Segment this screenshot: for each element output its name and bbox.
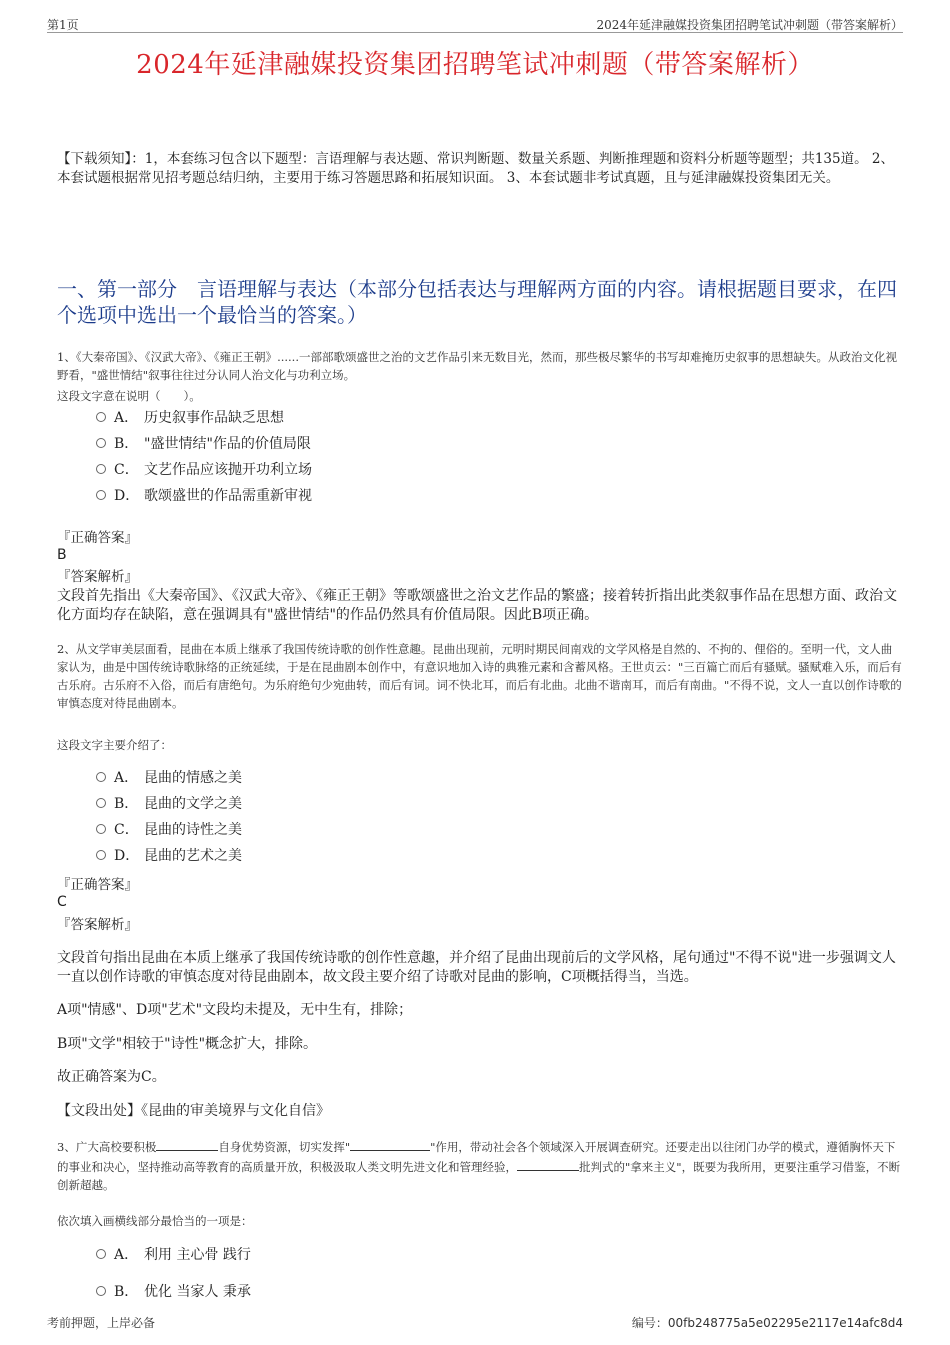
question-1-option-b[interactable]: B． "盛世情结"作品的价值局限 bbox=[96, 434, 311, 454]
question-1-analysis: 文段首先指出《大秦帝国》、《汉武大帝》、《雍正王朝》等歌颂盛世之治文艺作品的繁盛；接着转折指出此类叙事作品在思想方面、政治文化方面均存在缺陷，意在强调具有"盛世情结"的作品仍然具有价值局限。因此B项正确。 bbox=[57, 588, 897, 623]
document-title: 2024年延津融媒投资集团招聘笔试冲刺题（带答案解析） bbox=[136, 50, 814, 80]
question-1-option-c[interactable]: C． 文艺作品应该抛开功利立场 bbox=[96, 460, 312, 480]
question-1-prompt: 这段文字意在说明（ ）。 bbox=[57, 389, 201, 403]
question-2-prompt: 这段文字主要介绍了： bbox=[57, 738, 172, 752]
question-2-answer: C bbox=[57, 894, 67, 910]
question-2-text: 2、从文学审美层面看，昆曲在本质上继承了我国传统诗歌的创作性意趣。昆曲出现前，元明时期民间南戏的文学风格是自然的、不拘的、俚俗的。至明一代，文人曲家认为，曲是中国传统诗歌脉络的正统延续，于是在昆曲剧本创作中，有意识地加入诗的典雅元素和含蓄风格。王世贞云："三百篇亡而后有骚赋。骚赋难入乐，而后有古乐府。古乐府不入俗，而后有唐绝句。为乐府绝句少宛曲转，而后有词。词不快北耳，而后有北曲。北曲不谐南耳，而后有南曲。"不得不说，文人一直以创作诗歌的审慎态度对待昆曲剧本。 bbox=[57, 642, 902, 710]
fill-blank-1[interactable] bbox=[156, 1136, 218, 1151]
radio-icon[interactable] bbox=[96, 1286, 106, 1296]
question-2-option-c[interactable]: C． 昆曲的诗性之美 bbox=[96, 820, 242, 840]
radio-icon[interactable] bbox=[96, 412, 106, 422]
question-2-answer-label: 『正确答案』 bbox=[57, 877, 138, 893]
question-1-option-a[interactable]: A． 历史叙事作品缺乏思想 bbox=[96, 408, 284, 428]
footer-slogan: 考前押题，上岸必备 bbox=[47, 1316, 156, 1330]
header-doc-title: 2024年延津融媒投资集团招聘笔试冲刺题（带答案解析） bbox=[596, 18, 903, 32]
question-1-option-d[interactable]: D． 歌颂盛世的作品需重新审视 bbox=[96, 486, 312, 506]
radio-icon[interactable] bbox=[96, 1249, 106, 1259]
radio-icon[interactable] bbox=[96, 798, 106, 808]
footer-code: 编号：00fb248775a5e02295e2117e14afc8d4 bbox=[631, 1316, 903, 1330]
radio-icon[interactable] bbox=[96, 824, 106, 834]
question-3-prompt: 依次填入画横线部分最恰当的一项是： bbox=[57, 1214, 253, 1228]
question-2-analysis-label: 『答案解析』 bbox=[57, 917, 138, 933]
fill-blank-3[interactable] bbox=[517, 1156, 579, 1171]
question-2-option-b[interactable]: B． 昆曲的文学之美 bbox=[96, 794, 242, 814]
question-1-text: 1、《大秦帝国》、《汉武大帝》、《雍正王朝》......一部部歌颂盛世之治的文艺作品引来无数目光，然而，那些极尽繁华的书写却难掩历史叙事的思想缺失。从政治文化视野看，"盛世情结"叙事往往过分认同人治文化与功利立场。 bbox=[57, 350, 897, 382]
page-number: 第1页 bbox=[47, 18, 79, 32]
question-2-option-a[interactable]: A． 昆曲的情感之美 bbox=[96, 768, 242, 788]
question-2-source: 【文段出处】《昆曲的审美境界与文化自信》 bbox=[57, 1103, 330, 1119]
question-3-option-a[interactable]: A． 利用 主心骨 践行 bbox=[96, 1245, 251, 1265]
question-2-analysis-2: A项"情感"、D项"艺术"文段均未提及，无中生有，排除； bbox=[57, 1002, 413, 1018]
page-header bbox=[47, 14, 903, 33]
download-notice: 【下载须知】：1，本套练习包含以下题型：言语理解与表达题、常识判断题、数量关系题、判断推理题和资料分析题等题型；共135道。 2、本套试题根据常见招考题总结归纳，主要用于练习答题思路和拓展知识面。 3、本套试题非考试真题，且与延津融媒投资集团无关。 bbox=[57, 151, 894, 186]
question-2-analysis-3: B项"文学"相较于"诗性"概念扩大，排除。 bbox=[57, 1036, 318, 1052]
radio-icon[interactable] bbox=[96, 850, 106, 860]
question-3-text: 3、广大高校要积极 自身优势资源，切实发挥" "作用，带动社会各个领域深入开展调查研究。还要走出以往闭门办学的模式，遵循胸怀天下的事业和决心，坚持推动高等教育的高质量开放，积极汲取人类文明先进文化和管理经验， 批判式的"拿来主义"，既要为我所用，更要注重学习借鉴，不断创新超越。 bbox=[57, 1136, 902, 1194]
question-1-answer-label: 『正确答案』 bbox=[57, 530, 138, 546]
section-heading: 一、第一部分 言语理解与表达（本部分包括表达与理解两方面的内容。请根据题目要求，在四个选项中选出一个最恰当的答案。） bbox=[57, 277, 897, 327]
question-1-answer: B bbox=[57, 547, 67, 563]
question-1-analysis-label: 『答案解析』 bbox=[57, 569, 138, 585]
radio-icon[interactable] bbox=[96, 490, 106, 500]
fill-blank-2[interactable] bbox=[350, 1136, 430, 1151]
question-2-analysis-1: 文段首句指出昆曲在本质上继承了我国传统诗歌的创作性意趣，并介绍了昆曲出现前后的文学风格，尾句通过"不得不说"进一步强调文人一直以创作诗歌的审慎态度对待昆曲剧本，故文段主要介绍了诗歌对昆曲的影响，C项概括得当，当选。 bbox=[57, 950, 896, 985]
radio-icon[interactable] bbox=[96, 438, 106, 448]
radio-icon[interactable] bbox=[96, 772, 106, 782]
question-3-option-b[interactable]: B． 优化 当家人 秉承 bbox=[96, 1282, 251, 1302]
radio-icon[interactable] bbox=[96, 464, 106, 474]
question-2-analysis-4: 故正确答案为C。 bbox=[57, 1069, 166, 1085]
question-2-option-d[interactable]: D． 昆曲的艺术之美 bbox=[96, 846, 242, 866]
